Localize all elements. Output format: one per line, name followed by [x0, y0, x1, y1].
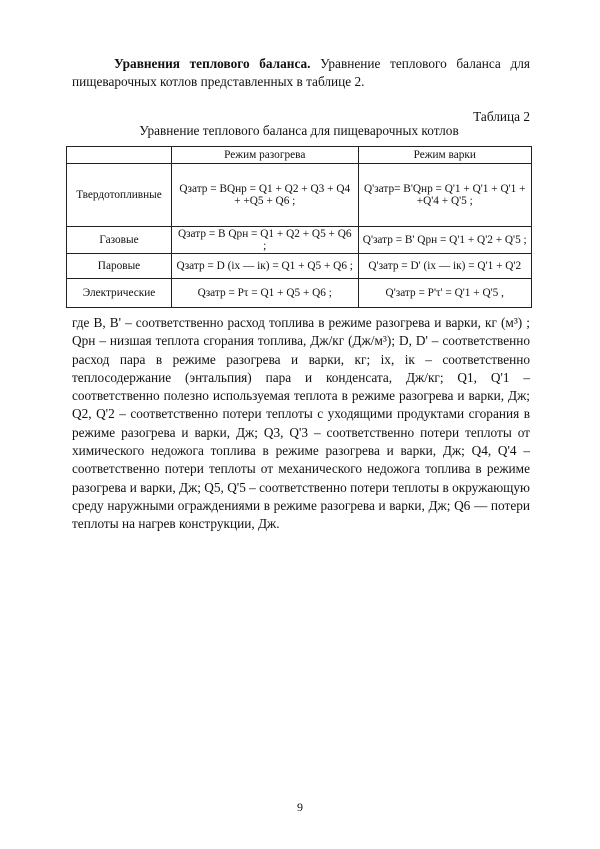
heating-equation: Qзатр = D (iх — iк) = Q1 + Q5 + Q6 ;: [172, 254, 359, 279]
table-row: [67, 254, 532, 279]
header-cooking-mode: Режим варки: [358, 147, 532, 164]
table-row: [67, 227, 532, 254]
intro-heading: Уравнения теплового баланса.: [114, 56, 311, 71]
legend-paragraph: где B, B' – соответственно расход топлива в режиме разогрева и варки, кг (м³) ; Qрн – низшая теплота сгорания топлива, Дж/кг (Дж/м³); D, D' – соответственно расход пара в режиме разогрева и варки, кг; iх, iк – соответственно теплосодержание (энтальпия) пара и конденсата, Дж/кг; Q1, Q'1 – соответственно полезно используемая теплота в режиме разогрева и варки, Дж; Q2, Q'2 – соответственно потери теплоты с уходящими продуктами сгорания в режиме разогрева и варки, Дж; Q3, Q'3 – соответственно потери теплоты от химического недожога топлива в режиме разогрева и варки, Дж; Q4, Q'4 – соответственно потери теплоты от механического недожога топлива в режиме разогрева и варки, Дж; Q5, Q'5 – соответственно потери теплоты в окружающую среду наружными ограждениями в режиме разогрева и варки, Дж; Q6 — потери теплоты на нагрев конструкции, Дж.: [72, 315, 530, 532]
cooking-equation: Q'затр= B'Qнр = Q'1 + Q'1 + Q'1 + +Q'4 + Q'5 ;: [358, 164, 532, 227]
table-row: [67, 279, 532, 308]
heating-equation: Qзатр = B Qрн = Q1 + Q2 + Q5 + Q6 ;: [172, 227, 359, 254]
cooking-equation: Q'затр = D' (iх — iк) = Q'1 + Q'2: [358, 254, 532, 279]
table-number: Таблица 2: [473, 109, 530, 124]
heating-equation: Qзатр = BQнр = Q1 + Q2 + Q3 + Q4 + +Q5 + Q6 ;: [172, 164, 359, 227]
header-empty: [67, 147, 172, 164]
page-number: 9: [297, 800, 303, 814]
table-row: [67, 164, 532, 227]
row-label-solid-fuel: Твердотопливные: [67, 164, 172, 227]
header-heating-mode: Режим разогрева: [172, 147, 359, 164]
table-header-row: [67, 147, 532, 164]
intro-paragraph: [72, 55, 530, 91]
cooking-equation: Q'затр = P'τ' = Q'1 + Q'5 ,: [358, 279, 532, 308]
heating-equation: Qзатр = Pτ = Q1 + Q5 + Q6 ;: [172, 279, 359, 308]
table-title: Уравнение теплового баланса для пищеварочных котлов: [139, 123, 459, 138]
cooking-equation: Q'затр = B' Qрн = Q'1 + Q'2 + Q'5 ;: [358, 227, 532, 254]
intro-text: Уравнение теплового баланса для пищеварочных котлов представленных в таблице 2.: [72, 56, 530, 89]
heat-balance-table: [66, 146, 532, 308]
row-label-electric: Электрические: [67, 279, 172, 308]
row-label-steam: Паровые: [67, 254, 172, 279]
row-label-gas: Газовые: [67, 227, 172, 254]
